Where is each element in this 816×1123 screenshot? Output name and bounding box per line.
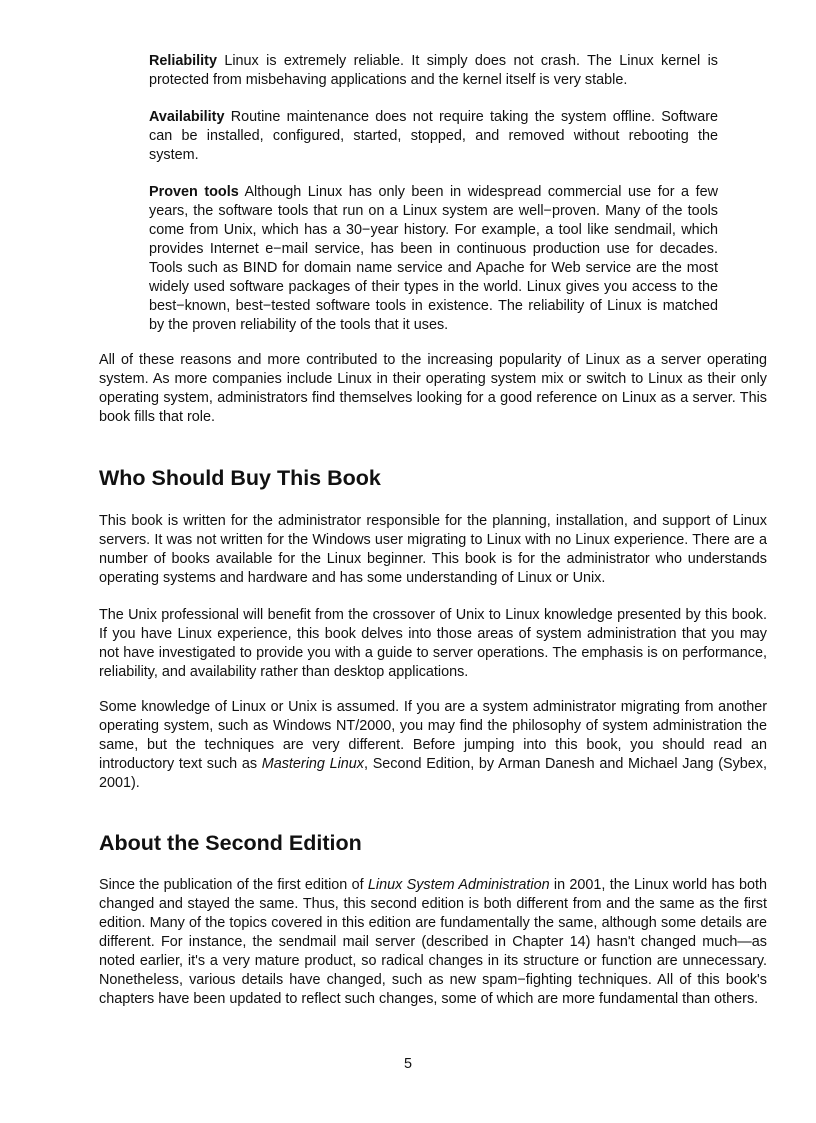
reliability-text: Linux is extremely reliable. It simply does not crash. The Linux kernel is protected from misbehaving applications and the kernel itself is very stable. — [149, 53, 718, 88]
page-number: 5 — [403, 1056, 412, 1072]
reliability-paragraph — [149, 52, 718, 90]
intro-closing-paragraph: All of these reasons and more contributed to the increasing popularity of Linux as a server operating system. As more companies include Linux in their operating system mix or switch to Linux as their only operating system, administrators find themselves looking for a good reference on Linux as a server. This book fills that role. — [99, 352, 767, 425]
edition-p1-text-b: in 2001, the Linux world has both changed and stayed the same. Thus, this second edition is both different from and the same as the first edition. Many of the topics covered in this edition are fundamentally the same, although some details are different. For instance, the sendmail mail server (described in Chapter 14) hasn't changed much—as noted earlier, it's a very mature product, so radical changes in its structure or function are unnecessary. Nonetheless, various details have changed, such as new spam−fighting techniques. All of this book's chapters have been updated to reflect such changes, some of which are more fundamental than others. — [99, 877, 767, 1007]
book-title-linux-sysadmin: Linux System Administration — [367, 877, 550, 893]
who-should-buy-heading: Who Should Buy This Book — [99, 466, 381, 490]
proven-tools-paragraph — [149, 183, 718, 335]
who-p3-text-b: , Second Edition, by Arman Danesh and Michael Jang (Sybex, 2001). — [99, 756, 767, 791]
reliability-term: Reliability — [149, 53, 217, 69]
proven-tools-term: Proven tools — [149, 184, 239, 200]
who-paragraph-3 — [99, 698, 767, 793]
availability-paragraph — [149, 108, 718, 165]
edition-p1-text-a: Since the publication of the first edition of — [99, 877, 368, 893]
book-title-mastering-linux: Mastering Linux — [261, 756, 365, 772]
who-paragraph-2: The Unix professional will benefit from the crossover of Unix to Linux knowledge presented by this book. If you have Linux experience, this book delves into those areas of system administration that you may not have investigated to provide you with a guide to server operations. The emphasis is on performance, reliability, and availability rather than desktop applications. — [99, 607, 767, 680]
proven-tools-text: Although Linux has only been in widespread commercial use for a few years, the software tools that run on a Linux system are well−proven. Many of the tools come from Unix, which has a 30−year history. For example, a tool like sendmail, which provides Internet e−mail service, has been in continuous production use for decades. Tools such as BIND for domain name service and Apache for Web service are the most widely used software packages of their types in the world. Linux gives you access to the best−known, best−tested software tools in existence. The reliability of Linux is matched by the proven reliability of the tools that it uses. — [149, 184, 718, 333]
who-p3-text-a: Some knowledge of Linux or Unix is assumed. If you are a system administrator migrating from another operating system, such as Windows NT/2000, you may find the philosophy of system administration the same, but the techniques are very different. Before jumping into this book, you should read an introductory text such as — [99, 699, 767, 772]
edition-paragraph-1 — [99, 876, 767, 1009]
availability-text: Routine maintenance does not require taking the system offline. Software can be installed, configured, started, stopped, and removed without rebooting the system. — [149, 109, 718, 163]
second-edition-heading: About the Second Edition — [99, 831, 362, 855]
availability-term: Availability — [149, 109, 225, 125]
who-paragraph-1: This book is written for the administrator responsible for the planning, installation, and support of Linux servers. It was not written for the Windows user migrating to Linux with no Linux experience. There are a number of books available for the Linux beginner. This book is for the administrator who understands operating systems and hardware and has some understanding of Linux or Unix. — [99, 513, 767, 586]
